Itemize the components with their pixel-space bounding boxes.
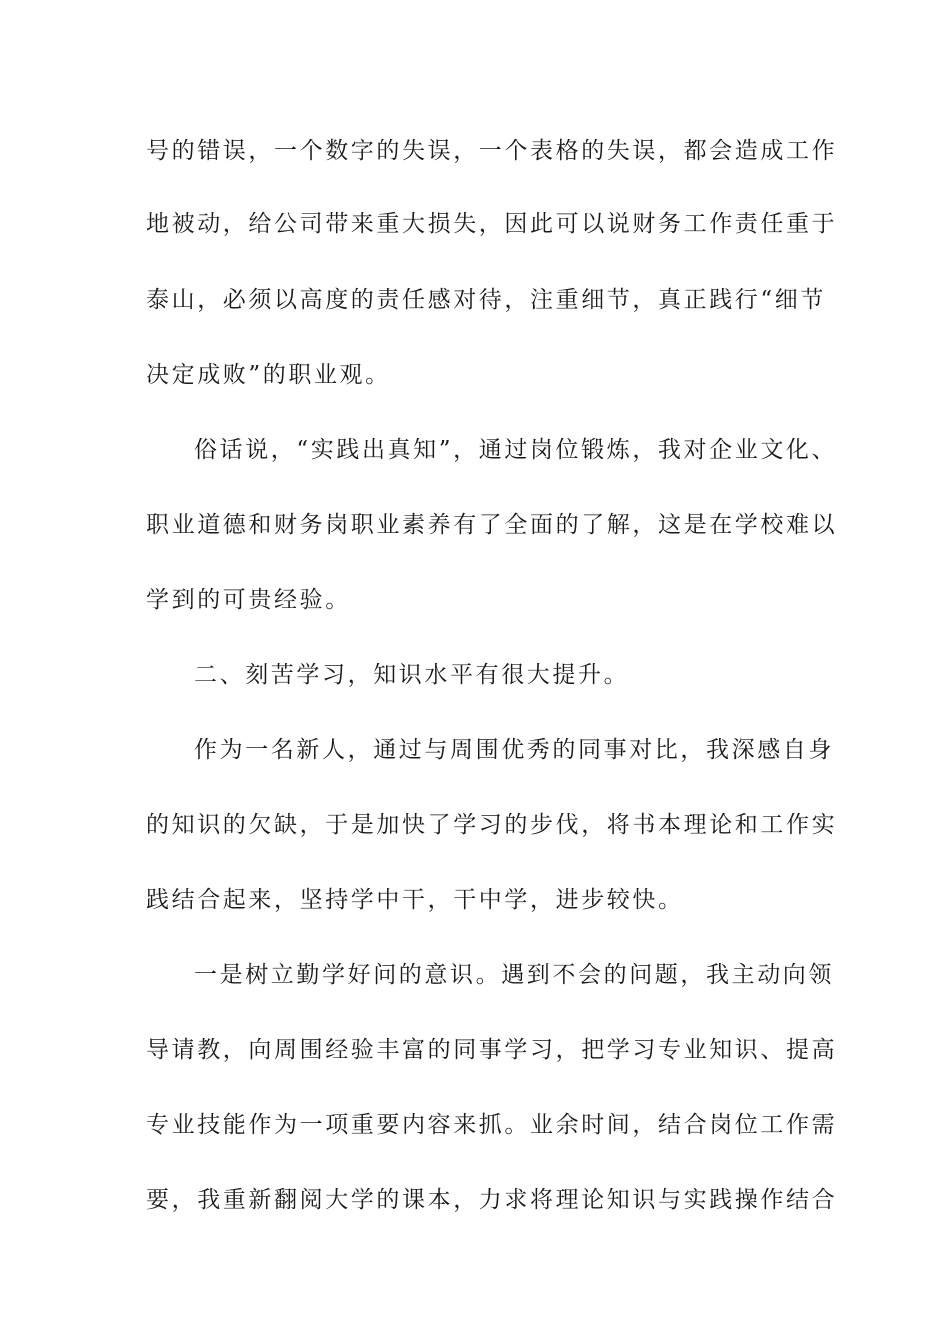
body-text-line: 决定成败”的职业观。 bbox=[146, 362, 391, 388]
body-text-line: 的知识的欠缺，于是加快了学习的步伐，将书本理论和工作实 bbox=[146, 812, 838, 838]
body-text-line: 号的错误，一个数字的失误，一个表格的失误，都会造成工作 bbox=[146, 138, 838, 164]
body-text-line: 作为一名新人，通过与周围优秀的同事对比，我深感自身 bbox=[194, 737, 834, 763]
body-text-line: 地被动，给公司带来重大损失，因此可以说财务工作责任重于 bbox=[146, 211, 838, 237]
body-text-line: 一是树立勤学好问的意识。遇到不会的问题，我主动向领 bbox=[194, 962, 834, 988]
body-text-line: 学到的可贵经验。 bbox=[146, 587, 351, 613]
body-text-line: 俗话说，“实践出真知”，通过岗位锻炼，我对企业文化、 bbox=[194, 437, 838, 463]
body-text-line: 专业技能作为一项重要内容来抓。业余时间，结合岗位工作需 bbox=[146, 1112, 838, 1138]
body-text-line: 践结合起来，坚持学中干，干中学，进步较快。 bbox=[146, 887, 684, 913]
section-heading: 二、刻苦学习，知识水平有很大提升。 bbox=[194, 662, 630, 688]
body-text-line: 职业道德和财务岗职业素养有了全面的了解，这是在学校难以 bbox=[146, 512, 838, 538]
body-text-line: 泰山，必须以高度的责任感对待，注重细节，真正践行“细节 bbox=[146, 287, 826, 313]
body-text-line: 导请教，向周围经验丰富的同事学习，把学习专业知识、提高 bbox=[146, 1037, 838, 1063]
body-text-line: 要，我重新翻阅大学的课本，力求将理论知识与实践操作结合 bbox=[146, 1187, 838, 1213]
